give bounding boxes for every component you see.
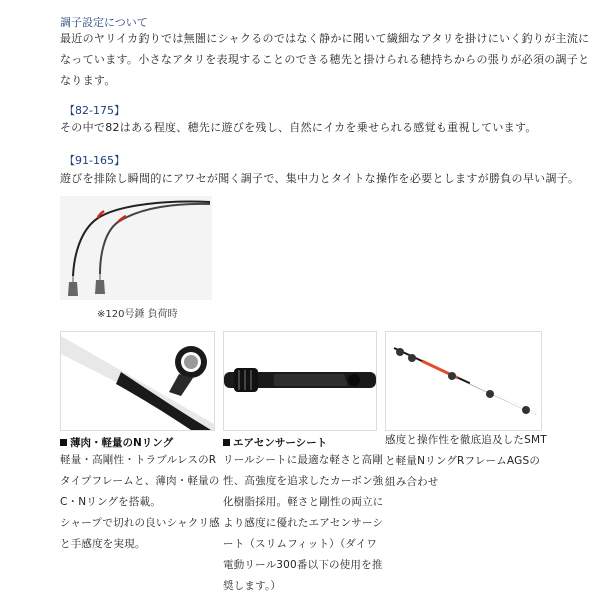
model-code-91-165: 【91-165】 bbox=[64, 154, 125, 167]
guide-ring-illustration bbox=[61, 332, 214, 430]
model-code-82-175: 【82-175】 bbox=[64, 104, 125, 117]
reel-seat-illustration bbox=[224, 332, 376, 430]
rod-bend-photo bbox=[60, 196, 212, 300]
intro-line: なっています。小さなアタリを表現することのできる穂先と掛けられる穂持ちからの張りが必須の調子と bbox=[60, 53, 590, 66]
feature-body-nring: 軽量・高剛性・トラブルレスのR タイプフレームと、薄肉・軽量の C・Nリングを搭載。 シャープで切れの良いシャクリ感 と手感度を実現。 bbox=[60, 454, 220, 550]
sinker-2 bbox=[95, 280, 105, 294]
section-heading: 調子設定について bbox=[60, 16, 148, 29]
intro-line: 最近のヤリイカ釣りでは無闇にシャクるのではなく静かに聞いて繊細なアタリを掛けにいく釣りが主流に bbox=[60, 32, 590, 45]
feature-photo-nring bbox=[60, 331, 215, 431]
guide-5 bbox=[522, 406, 530, 414]
rod-82-curve bbox=[73, 202, 210, 276]
model-description-91-165 bbox=[60, 168, 580, 189]
guide-2 bbox=[408, 354, 416, 362]
intro-line: なります。 bbox=[60, 74, 116, 87]
intro-paragraph bbox=[60, 28, 590, 91]
feature-title-reelseat: エアセンサーシート bbox=[223, 435, 327, 450]
rod-91-curve bbox=[100, 204, 210, 274]
guide-4 bbox=[486, 390, 494, 398]
feature-photo-reelseat bbox=[223, 331, 377, 431]
feature-body-reelseat: リールシートに最適な軽さと高剛 性、高強度を追求したカーボン強 化樹脂採用。軽さと剛性の両立に より感度に優れたエアセンサーシ ート（スリムフィット）（ダイワ 電動リール300番以下の使用を推 奨します。） bbox=[223, 454, 384, 592]
guide-3 bbox=[448, 372, 456, 380]
smt-tip-illustration bbox=[386, 332, 541, 430]
model-description-82-175 bbox=[60, 117, 580, 138]
model-description-text: 遊びを排除し瞬間的にアワセが聞く調子で、集中力とタイトな操作を必要としますが勝負の早い調子。 bbox=[60, 172, 580, 185]
feature-photo-smt bbox=[385, 331, 542, 431]
rod-bend-illustration bbox=[60, 196, 212, 300]
feature-title-nring: 薄肉・軽量のNリング bbox=[60, 435, 173, 450]
feature-body-smt: 感度と操作性を徹底追及したSMT と軽量NリングRフレームAGSの 組み合わせ bbox=[385, 434, 547, 488]
guide-1 bbox=[396, 348, 404, 356]
sinker-1 bbox=[68, 282, 78, 296]
photo-caption: ※120号錘 負荷時 bbox=[97, 309, 178, 320]
model-description-text: その中で82はある程度、穂先に遊びを残し、自然にイカを乗せられる感覚も重視しています。 bbox=[60, 121, 537, 134]
